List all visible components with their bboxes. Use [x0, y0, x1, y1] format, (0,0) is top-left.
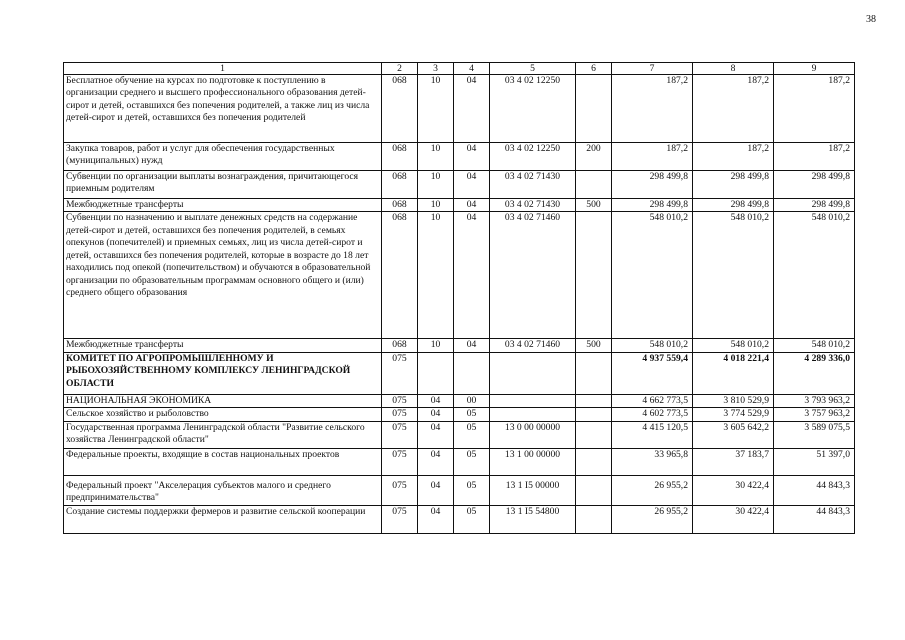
amount-year-1: 298 499,8 — [612, 199, 693, 212]
target-item-code: 13 0 00 00000 — [490, 421, 576, 448]
target-item-code: 03 4 02 71430 — [490, 199, 576, 212]
expense-type-code — [576, 75, 612, 143]
column-header: 1 — [64, 63, 382, 75]
section-code: 10 — [418, 75, 454, 143]
subsection-code: 04 — [454, 199, 490, 212]
row-name: Закупка товаров, работ и услуг для обеспечения государственных (муниципальных) нужд — [64, 143, 382, 171]
amount-year-1: 298 499,8 — [612, 171, 693, 199]
table-row — [64, 475, 855, 505]
section-code: 04 — [418, 408, 454, 421]
row-name: НАЦИОНАЛЬНАЯ ЭКОНОМИКА — [64, 394, 382, 407]
amount-year-2: 187,2 — [693, 75, 774, 143]
section-code: 04 — [418, 505, 454, 533]
column-header: 3 — [418, 63, 454, 75]
amount-year-2: 3 605 642,2 — [693, 421, 774, 448]
row-name: Бесплатное обучение на курсах по подготовке к поступлению в организации среднего и высшего профессионального образования детей-сирот и детей, оставшихся без попечения родителей, а также лиц из числа детей-сирот и детей, оставшихся без попечения родителей — [64, 75, 382, 143]
section-code: 10 — [418, 199, 454, 212]
row-name: КОМИТЕТ ПО АГРОПРОМЫШЛЕННОМУ И РЫБОХОЗЯЙСТВЕННОМУ КОМПЛЕКСУ ЛЕНИНГРАДСКОЙ ОБЛАСТИ — [64, 352, 382, 394]
page-number: 38 — [866, 14, 876, 25]
amount-year-1: 26 955,2 — [612, 505, 693, 533]
section-code: 10 — [418, 212, 454, 339]
subsection-code: 04 — [454, 212, 490, 339]
expense-type-code — [576, 475, 612, 505]
section-code: 04 — [418, 475, 454, 505]
expense-type-code — [576, 505, 612, 533]
amount-year-3: 548 010,2 — [774, 212, 855, 339]
row-name: Государственная программа Ленинградской области "Развитие сельского хозяйства Ленинградской области" — [64, 421, 382, 448]
grbs-code: 068 — [382, 143, 418, 171]
table-header-row — [64, 63, 855, 75]
grbs-code: 075 — [382, 352, 418, 394]
target-item-code: 03 4 02 12250 — [490, 143, 576, 171]
row-name: Субвенции по назначению и выплате денежных средств на содержание детей-сирот и детей, оставшихся без попечения родителей, в семьях опекунов (попечителей) и приемных семьях, лиц из числа детей-сирот и детей, оставшихся без попечения родителей, которые в возрасте до 18 лет находились под опекой (попечительством) и обучаются в образовательной организации по образовательным программам основного общего и (или) среднего общего образования — [64, 212, 382, 339]
amount-year-3: 548 010,2 — [774, 339, 855, 352]
table-row — [64, 394, 855, 407]
amount-year-1: 4 937 559,4 — [612, 352, 693, 394]
grbs-code: 075 — [382, 448, 418, 475]
row-name: Межбюджетные трансферты — [64, 339, 382, 352]
amount-year-1: 548 010,2 — [612, 212, 693, 339]
expense-type-code — [576, 448, 612, 475]
subsection-code: 05 — [454, 448, 490, 475]
subsection-code: 05 — [454, 408, 490, 421]
table-row — [64, 75, 855, 143]
amount-year-3: 51 397,0 — [774, 448, 855, 475]
amount-year-3: 44 843,3 — [774, 505, 855, 533]
amount-year-1: 187,2 — [612, 143, 693, 171]
amount-year-2: 30 422,4 — [693, 475, 774, 505]
column-header: 6 — [576, 63, 612, 75]
column-header: 5 — [490, 63, 576, 75]
table-row — [64, 212, 855, 339]
subsection-code: 04 — [454, 171, 490, 199]
amount-year-2: 298 499,8 — [693, 199, 774, 212]
expense-type-code: 200 — [576, 143, 612, 171]
subsection-code: 05 — [454, 421, 490, 448]
target-item-code: 13 1 00 00000 — [490, 448, 576, 475]
amount-year-1: 187,2 — [612, 75, 693, 143]
grbs-code: 075 — [382, 394, 418, 407]
target-item-code: 13 1 I5 54800 — [490, 505, 576, 533]
expense-type-code: 500 — [576, 339, 612, 352]
grbs-code: 068 — [382, 212, 418, 339]
amount-year-1: 4 662 773,5 — [612, 394, 693, 407]
row-name: Федеральные проекты, входящие в состав национальных проектов — [64, 448, 382, 475]
table-row — [64, 505, 855, 533]
row-name: Федеральный проект "Акселерация субъектов малого и среднего предпринимательства" — [64, 475, 382, 505]
column-header: 8 — [693, 63, 774, 75]
section-code: 04 — [418, 394, 454, 407]
amount-year-3: 187,2 — [774, 143, 855, 171]
amount-year-2: 37 183,7 — [693, 448, 774, 475]
amount-year-3: 298 499,8 — [774, 171, 855, 199]
target-item-code — [490, 408, 576, 421]
amount-year-3: 4 289 336,0 — [774, 352, 855, 394]
table-row — [64, 421, 855, 448]
amount-year-2: 298 499,8 — [693, 171, 774, 199]
row-name: Субвенции по организации выплаты вознаграждения, причитающегося приемным родителям — [64, 171, 382, 199]
expense-type-code: 500 — [576, 199, 612, 212]
section-code: 04 — [418, 448, 454, 475]
column-header: 9 — [774, 63, 855, 75]
target-item-code: 03 4 02 71430 — [490, 171, 576, 199]
row-name: Создание системы поддержки фермеров и развитие сельской кооперации — [64, 505, 382, 533]
expense-type-code — [576, 352, 612, 394]
subsection-code: 00 — [454, 394, 490, 407]
subsection-code: 04 — [454, 75, 490, 143]
table-row — [64, 199, 855, 212]
grbs-code: 075 — [382, 505, 418, 533]
target-item-code — [490, 394, 576, 407]
section-code — [418, 352, 454, 394]
amount-year-2: 3 774 529,9 — [693, 408, 774, 421]
amount-year-2: 30 422,4 — [693, 505, 774, 533]
section-code: 10 — [418, 171, 454, 199]
amount-year-1: 4 602 773,5 — [612, 408, 693, 421]
table-row — [64, 171, 855, 199]
amount-year-1: 26 955,2 — [612, 475, 693, 505]
section-code: 10 — [418, 143, 454, 171]
subsection-code: 04 — [454, 143, 490, 171]
amount-year-1: 548 010,2 — [612, 339, 693, 352]
amount-year-2: 187,2 — [693, 143, 774, 171]
target-item-code: 13 1 I5 00000 — [490, 475, 576, 505]
amount-year-2: 3 810 529,9 — [693, 394, 774, 407]
table-row — [64, 339, 855, 352]
subsection-code: 05 — [454, 475, 490, 505]
expense-type-code — [576, 394, 612, 407]
grbs-code: 068 — [382, 171, 418, 199]
table-row — [64, 352, 855, 394]
grbs-code: 068 — [382, 199, 418, 212]
grbs-code: 068 — [382, 75, 418, 143]
row-name: Межбюджетные трансферты — [64, 199, 382, 212]
budget-table — [63, 62, 855, 534]
target-item-code: 03 4 02 71460 — [490, 339, 576, 352]
expense-type-code — [576, 212, 612, 339]
row-name: Сельское хозяйство и рыболовство — [64, 408, 382, 421]
grbs-code: 075 — [382, 408, 418, 421]
column-header: 2 — [382, 63, 418, 75]
grbs-code: 075 — [382, 475, 418, 505]
section-code: 04 — [418, 421, 454, 448]
amount-year-2: 548 010,2 — [693, 212, 774, 339]
amount-year-3: 298 499,8 — [774, 199, 855, 212]
table-row — [64, 143, 855, 171]
table-row — [64, 448, 855, 475]
target-item-code — [490, 352, 576, 394]
target-item-code: 03 4 02 71460 — [490, 212, 576, 339]
amount-year-3: 44 843,3 — [774, 475, 855, 505]
grbs-code: 068 — [382, 339, 418, 352]
amount-year-3: 3 793 963,2 — [774, 394, 855, 407]
expense-type-code — [576, 408, 612, 421]
amount-year-1: 33 965,8 — [612, 448, 693, 475]
amount-year-3: 3 757 963,2 — [774, 408, 855, 421]
table-row — [64, 408, 855, 421]
amount-year-1: 4 415 120,5 — [612, 421, 693, 448]
column-header: 7 — [612, 63, 693, 75]
subsection-code: 05 — [454, 505, 490, 533]
amount-year-2: 4 018 221,4 — [693, 352, 774, 394]
amount-year-3: 3 589 075,5 — [774, 421, 855, 448]
grbs-code: 075 — [382, 421, 418, 448]
subsection-code — [454, 352, 490, 394]
target-item-code: 03 4 02 12250 — [490, 75, 576, 143]
expense-type-code — [576, 421, 612, 448]
column-header: 4 — [454, 63, 490, 75]
section-code: 10 — [418, 339, 454, 352]
amount-year-2: 548 010,2 — [693, 339, 774, 352]
expense-type-code — [576, 171, 612, 199]
subsection-code: 04 — [454, 339, 490, 352]
amount-year-3: 187,2 — [774, 75, 855, 143]
